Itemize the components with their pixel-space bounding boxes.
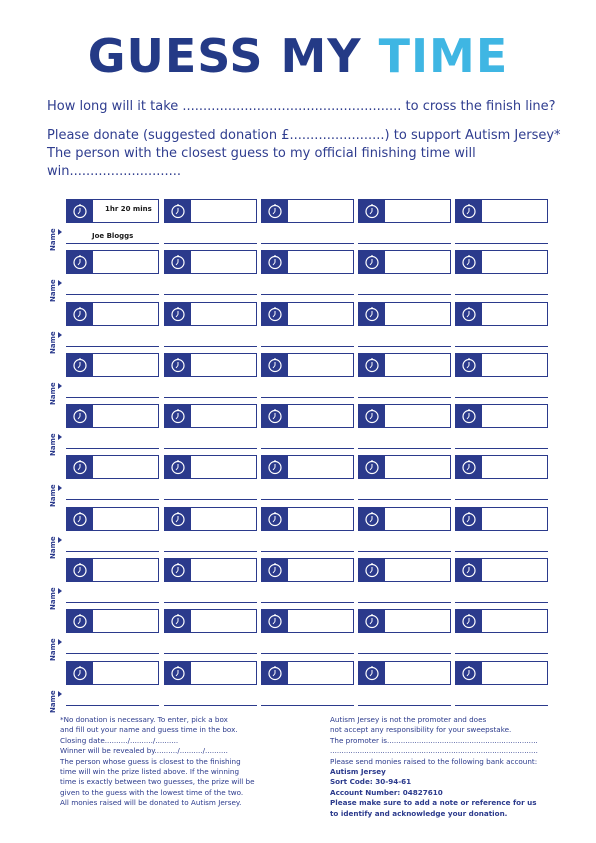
arrow-right-icon xyxy=(58,537,62,543)
time-guess-box[interactable] xyxy=(261,250,354,274)
finish-line-question: How long will it take ..................................................... to cross the finish line? xyxy=(47,99,556,114)
name-entry-line[interactable] xyxy=(66,448,159,449)
guess-cell[interactable] xyxy=(261,455,354,503)
guess-grid xyxy=(46,199,552,712)
name-entry-line[interactable] xyxy=(66,243,159,244)
arrow-right-icon xyxy=(58,383,62,389)
guess-cell[interactable] xyxy=(66,250,159,298)
bank-line: Please send monies raised to the following bank account: xyxy=(330,756,538,766)
name-entry-line[interactable] xyxy=(164,551,257,552)
guess-cell[interactable] xyxy=(164,404,257,452)
time-guess-box[interactable] xyxy=(66,404,159,428)
stopwatch-icon xyxy=(67,559,93,581)
rules-footer xyxy=(60,715,300,809)
name-entry-line[interactable] xyxy=(66,653,159,654)
guess-cell[interactable] xyxy=(261,302,354,350)
guess-cell[interactable] xyxy=(455,404,548,452)
name-entry-line[interactable] xyxy=(261,448,354,449)
name-entry-line[interactable] xyxy=(358,294,451,295)
example-name: Joe Bloggs xyxy=(92,232,134,240)
guess-cell[interactable] xyxy=(358,250,451,298)
stopwatch-icon xyxy=(67,456,93,478)
name-entry-line[interactable] xyxy=(358,653,451,654)
bank-account-name: Autism Jersey xyxy=(330,767,386,777)
name-entry-line[interactable] xyxy=(358,448,451,449)
name-entry-line[interactable] xyxy=(164,653,257,654)
guess-cell[interactable] xyxy=(261,353,354,401)
name-entry-line[interactable] xyxy=(164,346,257,347)
stopwatch-icon xyxy=(67,662,93,684)
guess-cell[interactable] xyxy=(164,455,257,503)
rules-line: time will win the prize listed above. If the winning xyxy=(60,767,240,777)
guess-cell[interactable] xyxy=(66,455,159,503)
time-guess-box[interactable] xyxy=(358,353,451,377)
guess-cell[interactable] xyxy=(455,507,548,555)
name-entry-line[interactable] xyxy=(455,602,548,603)
time-guess-box[interactable] xyxy=(358,199,451,223)
stopwatch-icon xyxy=(262,200,288,222)
guess-cell[interactable] xyxy=(455,302,548,350)
reference-note: Please make sure to add a note or reference for us xyxy=(330,798,537,808)
name-entry-line[interactable] xyxy=(455,397,548,398)
page-title xyxy=(0,30,596,82)
name-entry-line[interactable] xyxy=(164,499,257,500)
row-name-label: Name xyxy=(49,485,57,508)
guess-cell[interactable] xyxy=(66,199,159,247)
guess-cell[interactable] xyxy=(455,661,548,709)
name-entry-line[interactable] xyxy=(66,294,159,295)
time-guess-box[interactable] xyxy=(455,199,548,223)
stopwatch-icon xyxy=(262,405,288,427)
stopwatch-icon xyxy=(456,251,482,273)
guess-cell[interactable] xyxy=(164,250,257,298)
arrow-right-icon xyxy=(58,588,62,594)
arrow-right-icon xyxy=(58,691,62,697)
stopwatch-icon xyxy=(359,354,385,376)
stopwatch-icon xyxy=(67,508,93,530)
time-guess-box[interactable] xyxy=(164,302,257,326)
bank-line: The promoter is.................................................................. xyxy=(330,735,538,745)
guess-row xyxy=(46,507,552,558)
time-guess-box[interactable] xyxy=(261,661,354,685)
rules-line: The person whose guess is closest to the finishing xyxy=(60,756,241,766)
guess-cell[interactable] xyxy=(66,353,159,401)
donation-paragraph xyxy=(47,127,567,181)
row-name-label: Name xyxy=(49,331,57,354)
guess-cell[interactable] xyxy=(66,507,159,555)
stopwatch-icon xyxy=(165,456,191,478)
stopwatch-icon xyxy=(262,303,288,325)
time-guess-box[interactable] xyxy=(455,302,548,326)
row-name-label: Name xyxy=(49,433,57,457)
guess-cell[interactable] xyxy=(358,404,451,452)
donation-line: Please donate (suggested donation £.......................) to support Autism Jersey* xyxy=(47,128,561,143)
arrow-right-icon xyxy=(58,229,62,235)
guess-cell[interactable] xyxy=(261,609,354,657)
stopwatch-icon xyxy=(262,559,288,581)
guess-cell[interactable] xyxy=(455,609,548,657)
time-guess-box[interactable] xyxy=(164,250,257,274)
guess-cell[interactable] xyxy=(66,404,159,452)
guess-cell[interactable] xyxy=(164,302,257,350)
bank-footer xyxy=(330,715,560,819)
title-part-1: GUESS MY xyxy=(87,29,379,83)
time-guess-box[interactable] xyxy=(261,199,354,223)
rules-line: Closing date........../........../.......... xyxy=(60,735,179,745)
stopwatch-icon xyxy=(262,610,288,632)
time-guess-box[interactable] xyxy=(164,199,257,223)
stopwatch-icon xyxy=(456,405,482,427)
stopwatch-icon xyxy=(456,662,482,684)
arrow-right-icon xyxy=(58,434,62,440)
stopwatch-icon xyxy=(456,303,482,325)
guess-cell[interactable] xyxy=(261,507,354,555)
name-entry-line[interactable] xyxy=(455,294,548,295)
stopwatch-icon xyxy=(262,508,288,530)
guess-cell[interactable] xyxy=(66,661,159,709)
name-entry-line[interactable] xyxy=(66,397,159,398)
stopwatch-icon xyxy=(359,405,385,427)
time-guess-box[interactable] xyxy=(164,455,257,479)
guess-cell[interactable] xyxy=(164,353,257,401)
time-guess-box[interactable] xyxy=(164,558,257,582)
rules-line: All monies raised will be donated to Autism Jersey. xyxy=(60,798,242,808)
name-entry-line[interactable] xyxy=(358,346,451,347)
name-entry-line[interactable] xyxy=(261,346,354,347)
name-entry-line[interactable] xyxy=(358,705,451,706)
guess-row xyxy=(46,353,552,404)
name-entry-line[interactable] xyxy=(164,602,257,603)
row-name-label: Name xyxy=(49,228,57,252)
row-name-label: Name xyxy=(49,587,57,611)
guess-cell[interactable] xyxy=(164,558,257,606)
arrow-right-icon xyxy=(58,280,62,286)
stopwatch-icon xyxy=(262,662,288,684)
rules-line: *No donation is necessary. To enter, pick a box xyxy=(60,715,228,724)
time-guess-box[interactable] xyxy=(261,353,354,377)
name-entry-line[interactable] xyxy=(66,602,159,603)
stopwatch-icon xyxy=(262,354,288,376)
stopwatch-icon xyxy=(165,303,191,325)
guess-cell[interactable] xyxy=(455,353,548,401)
name-entry-line[interactable] xyxy=(164,294,257,295)
name-entry-line[interactable] xyxy=(66,705,159,706)
name-entry-line[interactable] xyxy=(164,397,257,398)
stopwatch-icon xyxy=(456,354,482,376)
stopwatch-icon xyxy=(359,251,385,273)
stopwatch-icon xyxy=(165,354,191,376)
time-guess-box[interactable] xyxy=(358,609,451,633)
name-entry-line[interactable] xyxy=(455,448,548,449)
guess-cell[interactable] xyxy=(358,455,451,503)
time-guess-box[interactable] xyxy=(455,404,548,428)
name-entry-line[interactable] xyxy=(358,243,451,244)
name-entry-line[interactable] xyxy=(455,653,548,654)
guess-row xyxy=(46,199,552,250)
guess-cell[interactable] xyxy=(261,199,354,247)
bank-line: ........................................................................................... xyxy=(330,746,538,756)
name-entry-line[interactable] xyxy=(261,397,354,398)
guess-cell[interactable] xyxy=(164,507,257,555)
stopwatch-icon xyxy=(456,200,482,222)
stopwatch-icon xyxy=(165,610,191,632)
stopwatch-icon xyxy=(165,200,191,222)
time-guess-box[interactable] xyxy=(66,199,159,223)
reference-note: to identify and acknowledge your donation. xyxy=(330,808,508,818)
stopwatch-icon xyxy=(456,508,482,530)
rules-line: and fill out your name and guess time in the box. xyxy=(60,725,238,735)
stopwatch-icon xyxy=(165,508,191,530)
time-guess-box[interactable] xyxy=(261,558,354,582)
bank-line: Autism Jersey is not the promoter and does xyxy=(330,715,487,724)
arrow-right-icon xyxy=(58,639,62,645)
time-guess-box[interactable] xyxy=(164,404,257,428)
row-name-label: Name xyxy=(49,639,57,662)
guess-cell[interactable] xyxy=(358,507,451,555)
guess-row xyxy=(46,558,552,609)
stopwatch-icon xyxy=(359,456,385,478)
guess-row xyxy=(46,455,552,506)
name-entry-line[interactable] xyxy=(164,705,257,706)
guess-cell[interactable] xyxy=(455,558,548,606)
time-guess-box[interactable] xyxy=(66,455,159,479)
stopwatch-icon xyxy=(456,610,482,632)
row-name-label: Name xyxy=(49,536,57,560)
time-guess-box[interactable] xyxy=(66,250,159,274)
guess-cell[interactable] xyxy=(164,661,257,709)
name-entry-line[interactable] xyxy=(455,243,548,244)
guess-cell[interactable] xyxy=(455,199,548,247)
time-guess-box[interactable] xyxy=(261,404,354,428)
time-guess-box[interactable] xyxy=(66,661,159,685)
name-entry-line[interactable] xyxy=(455,705,548,706)
time-guess-box[interactable] xyxy=(261,302,354,326)
time-guess-box[interactable] xyxy=(66,558,159,582)
name-entry-line[interactable] xyxy=(164,448,257,449)
time-guess-box[interactable] xyxy=(455,661,548,685)
name-entry-line[interactable] xyxy=(358,397,451,398)
stopwatch-icon xyxy=(165,405,191,427)
guess-row xyxy=(46,250,552,301)
stopwatch-icon xyxy=(359,662,385,684)
time-guess-box[interactable] xyxy=(358,404,451,428)
time-guess-box[interactable] xyxy=(164,661,257,685)
name-entry-line[interactable] xyxy=(455,346,548,347)
stopwatch-icon xyxy=(165,559,191,581)
arrow-right-icon xyxy=(58,485,62,491)
guess-cell[interactable] xyxy=(164,609,257,657)
name-entry-line[interactable] xyxy=(358,551,451,552)
example-time: 1hr 20 mins xyxy=(105,205,152,213)
time-guess-box[interactable] xyxy=(261,507,354,531)
time-guess-box[interactable] xyxy=(66,353,159,377)
stopwatch-icon xyxy=(359,610,385,632)
stopwatch-icon xyxy=(165,251,191,273)
time-guess-box[interactable] xyxy=(455,250,548,274)
time-guess-box[interactable] xyxy=(164,353,257,377)
name-entry-line[interactable] xyxy=(261,551,354,552)
guess-cell[interactable] xyxy=(358,661,451,709)
time-guess-box[interactable] xyxy=(358,302,451,326)
guess-row xyxy=(46,404,552,455)
time-guess-box[interactable] xyxy=(164,609,257,633)
time-guess-box[interactable] xyxy=(455,558,548,582)
name-entry-line[interactable] xyxy=(261,294,354,295)
row-name-label: Name xyxy=(49,382,57,406)
title-part-2: TIME xyxy=(378,29,509,83)
guess-cell[interactable] xyxy=(66,302,159,350)
time-guess-box[interactable] xyxy=(261,609,354,633)
guess-cell[interactable] xyxy=(358,558,451,606)
time-guess-box[interactable] xyxy=(261,455,354,479)
stopwatch-icon xyxy=(67,200,93,222)
guess-cell[interactable] xyxy=(66,609,159,657)
time-guess-box[interactable] xyxy=(455,609,548,633)
sort-code: Sort Code: 30-94-61 xyxy=(330,777,412,787)
stopwatch-icon xyxy=(456,456,482,478)
time-guess-box[interactable] xyxy=(66,507,159,531)
stopwatch-icon xyxy=(67,354,93,376)
stopwatch-icon xyxy=(359,200,385,222)
stopwatch-icon xyxy=(67,251,93,273)
name-entry-line[interactable] xyxy=(66,499,159,500)
stopwatch-icon xyxy=(359,303,385,325)
name-entry-line[interactable] xyxy=(66,551,159,552)
name-entry-line[interactable] xyxy=(66,346,159,347)
stopwatch-icon xyxy=(67,610,93,632)
guess-row xyxy=(46,302,552,353)
guess-cell[interactable] xyxy=(455,250,548,298)
stopwatch-icon xyxy=(262,251,288,273)
rules-line: Winner will be revealed by........../........../.......... xyxy=(60,746,228,756)
guess-cell[interactable] xyxy=(358,199,451,247)
account-number: Account Number: 04827610 xyxy=(330,787,443,797)
name-entry-line[interactable] xyxy=(455,551,548,552)
row-name-label: Name xyxy=(49,279,57,303)
name-entry-line[interactable] xyxy=(358,602,451,603)
bank-line: not accept any responsibility for your sweepstake. xyxy=(330,725,512,735)
time-guess-box[interactable] xyxy=(164,507,257,531)
guess-cell[interactable] xyxy=(455,455,548,503)
name-entry-line[interactable] xyxy=(261,705,354,706)
row-name-label: Name xyxy=(49,690,57,713)
time-guess-box[interactable] xyxy=(358,507,451,531)
name-entry-line[interactable] xyxy=(455,499,548,500)
name-entry-line[interactable] xyxy=(261,602,354,603)
stopwatch-icon xyxy=(359,559,385,581)
win-line: win........................... xyxy=(47,164,182,179)
time-guess-box[interactable] xyxy=(358,250,451,274)
time-guess-box[interactable] xyxy=(455,507,548,531)
time-guess-box[interactable] xyxy=(455,455,548,479)
stopwatch-icon xyxy=(165,662,191,684)
stopwatch-icon xyxy=(262,456,288,478)
time-guess-box[interactable] xyxy=(358,661,451,685)
rules-line: time is exactly between two guesses, the prize will be xyxy=(60,777,255,787)
time-guess-box[interactable] xyxy=(358,558,451,582)
name-entry-line[interactable] xyxy=(164,243,257,244)
guess-row xyxy=(46,609,552,660)
time-guess-box[interactable] xyxy=(358,455,451,479)
name-entry-line[interactable] xyxy=(261,243,354,244)
name-entry-line[interactable] xyxy=(261,499,354,500)
guess-cell[interactable] xyxy=(261,661,354,709)
guess-cell[interactable] xyxy=(358,302,451,350)
guess-cell[interactable] xyxy=(358,353,451,401)
guess-row xyxy=(46,661,552,712)
stopwatch-icon xyxy=(456,559,482,581)
guess-cell[interactable] xyxy=(358,609,451,657)
stopwatch-icon xyxy=(67,405,93,427)
time-guess-box[interactable] xyxy=(66,302,159,326)
name-entry-line[interactable] xyxy=(261,653,354,654)
stopwatch-icon xyxy=(359,508,385,530)
guess-cell[interactable] xyxy=(164,199,257,247)
guess-cell[interactable] xyxy=(66,558,159,606)
time-guess-box[interactable] xyxy=(455,353,548,377)
guess-cell[interactable] xyxy=(261,404,354,452)
arrow-right-icon xyxy=(58,332,62,338)
name-entry-line[interactable] xyxy=(358,499,451,500)
time-guess-box[interactable] xyxy=(66,609,159,633)
stopwatch-icon xyxy=(67,303,93,325)
closest-guess-line: The person with the closest guess to my official finishing time will xyxy=(47,146,476,161)
guess-cell[interactable] xyxy=(261,558,354,606)
rules-line: given to the guess with the lowest time of the two. xyxy=(60,787,244,797)
guess-cell[interactable] xyxy=(261,250,354,298)
